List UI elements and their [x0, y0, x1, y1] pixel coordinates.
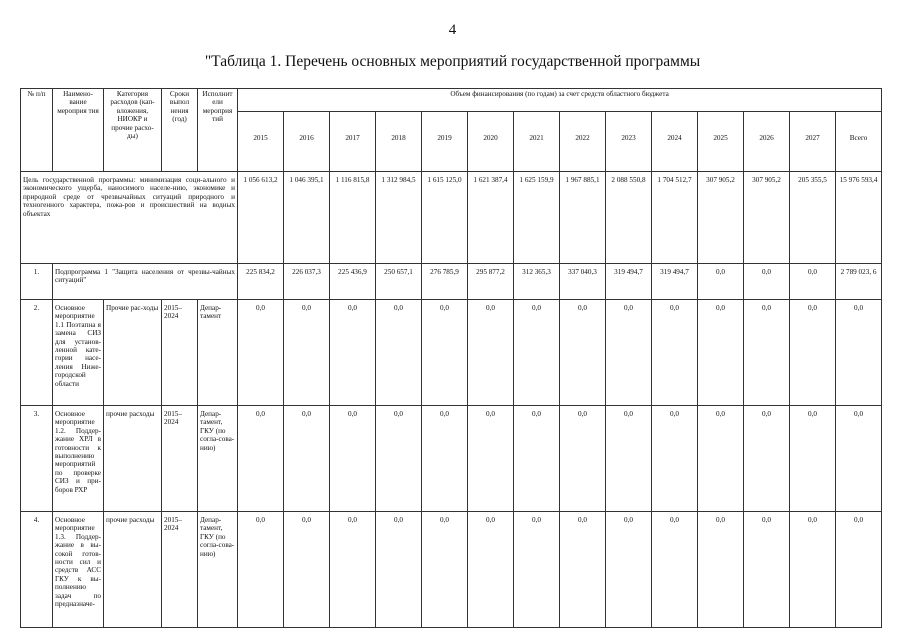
funding-value: 0,0: [790, 264, 836, 300]
funding-value: 0,0: [836, 300, 882, 406]
funding-value: 225 436,9: [330, 264, 376, 300]
executor: Депар-тамент, ГКУ (по согла-сова-нию): [198, 512, 238, 628]
funding-value: 0,0: [744, 512, 790, 628]
expense-category: прочие расходы: [104, 512, 162, 628]
funding-value: 0,0: [330, 512, 376, 628]
header-year: 2025: [698, 112, 744, 172]
goal-value: 1 615 125,0: [422, 172, 468, 264]
executor: Депар-тамент, ГКУ (по согла-сова-нию): [198, 406, 238, 512]
goal-text: Цель государственной программы: минимизация соци-ального и экономического ущерба, наносимого населе-нию, экономике и природной среде от чрезвычайных ситуаций природного и техногенного характера, пожа-ров и происшествий на водных объектах: [21, 172, 238, 264]
goal-value: 1 116 815,8: [330, 172, 376, 264]
funding-value: 0,0: [238, 512, 284, 628]
goal-value: 1 046 395,1: [284, 172, 330, 264]
row-number: 2.: [21, 300, 53, 406]
funding-value: 0,0: [606, 512, 652, 628]
funding-value: 0,0: [422, 406, 468, 512]
funding-value: 0,0: [744, 300, 790, 406]
row-number: 3.: [21, 406, 53, 512]
funding-value: 0,0: [560, 512, 606, 628]
funding-value: 0,0: [468, 300, 514, 406]
funding-value: 0,0: [514, 406, 560, 512]
funding-value: 0,0: [284, 512, 330, 628]
program-measures-table: [20, 88, 882, 628]
funding-value: 319 494,7: [606, 264, 652, 300]
goal-value: 1 704 512,7: [652, 172, 698, 264]
header-year: 2023: [606, 112, 652, 172]
funding-value: 226 037,3: [284, 264, 330, 300]
header-name: Наимено-вание мероприя тия: [53, 89, 104, 172]
goal-value: 1 621 387,4: [468, 172, 514, 264]
funding-value: 0,0: [284, 300, 330, 406]
goal-value: 307 905,2: [744, 172, 790, 264]
funding-value: 0,0: [606, 300, 652, 406]
header-category: Категория расходов (кап-вложения, НИОКР и прочие расхо-ды): [104, 89, 162, 172]
funding-value: 0,0: [468, 406, 514, 512]
funding-value: 0,0: [698, 264, 744, 300]
measure-name: Основное мероприятие 1.3. Поддер-жание в вы-сокой готов-ности сил и средств АСС ГКУ к вы-полнению задач по предназначе-: [53, 512, 104, 628]
execution-term: 2015–2024: [162, 300, 198, 406]
funding-value: 0,0: [744, 264, 790, 300]
goal-value: 15 976 593,4: [836, 172, 882, 264]
funding-value: 2 789 023, 6: [836, 264, 882, 300]
header-year: 2021: [514, 112, 560, 172]
funding-value: 0,0: [376, 406, 422, 512]
measure-name: Основное мероприятие 1.2. Поддер-жание ХРЛ в готовности к выполнению мероприятий по проверке СИЗ и при-боров РХР: [53, 406, 104, 512]
funding-value: 0,0: [422, 512, 468, 628]
funding-value: 0,0: [330, 406, 376, 512]
header-year: 2015: [238, 112, 284, 172]
page-number: 4: [448, 22, 457, 38]
funding-value: 319 494,7: [652, 264, 698, 300]
funding-value: 0,0: [560, 300, 606, 406]
funding-value: 295 877,2: [468, 264, 514, 300]
funding-value: 0,0: [376, 300, 422, 406]
header-funding-group: Объем финансирования (по годам) за счет средств областного бюджета: [238, 89, 882, 112]
funding-value: 0,0: [606, 406, 652, 512]
expense-category: прочие расходы: [104, 406, 162, 512]
funding-value: 0,0: [698, 300, 744, 406]
execution-term: 2015–2024: [162, 406, 198, 512]
goal-row: [21, 172, 882, 264]
funding-value: 0,0: [698, 406, 744, 512]
funding-value: 0,0: [238, 406, 284, 512]
funding-value: 0,0: [422, 300, 468, 406]
execution-term: 2015–2024: [162, 512, 198, 628]
header-year: 2017: [330, 112, 376, 172]
funding-value: 0,0: [652, 300, 698, 406]
goal-value: 1 625 159,9: [514, 172, 560, 264]
header-year: 2022: [560, 112, 606, 172]
header-num: № п/п: [21, 89, 53, 172]
header-executors: Исполнит ели мероприя тий: [198, 89, 238, 172]
header-term: Сроки выпол нения (год): [162, 89, 198, 172]
header-year: 2016: [284, 112, 330, 172]
expense-category: Прочие рас-ходы: [104, 300, 162, 406]
funding-value: 312 365,3: [514, 264, 560, 300]
table-row: [21, 512, 882, 628]
funding-value: 250 657,1: [376, 264, 422, 300]
funding-value: 0,0: [376, 512, 422, 628]
header-year: 2020: [468, 112, 514, 172]
funding-value: 0,0: [744, 406, 790, 512]
goal-value: 1 056 613,2: [238, 172, 284, 264]
measure-name: Основное мероприятие 1.1 Поэтапна я замена СИЗ для установ-ленной кате-гории насе-ления Ниже-городской области: [53, 300, 104, 406]
goal-value: 2 088 550,8: [606, 172, 652, 264]
table-title: "Таблица 1. Перечень основных мероприятий государственной программы: [204, 53, 701, 70]
funding-value: 0,0: [836, 406, 882, 512]
row-number: 4.: [21, 512, 53, 628]
funding-value: 0,0: [836, 512, 882, 628]
subprogram-title: Подпрограмма 1 "Защита населения от чрезвы-чайных ситуаций": [53, 264, 238, 300]
row-number: 1.: [21, 264, 53, 300]
funding-value: 0,0: [698, 512, 744, 628]
funding-value: 0,0: [284, 406, 330, 512]
funding-value: 0,0: [790, 512, 836, 628]
funding-value: 337 040,3: [560, 264, 606, 300]
funding-value: 0,0: [790, 406, 836, 512]
header-year: 2026: [744, 112, 790, 172]
executor: Депар-тамент: [198, 300, 238, 406]
table-row: [21, 406, 882, 512]
funding-value: 0,0: [652, 406, 698, 512]
header-year: 2027: [790, 112, 836, 172]
goal-value: 205 355,5: [790, 172, 836, 264]
table-row: [21, 300, 882, 406]
funding-value: 0,0: [514, 512, 560, 628]
funding-value: 276 785,9: [422, 264, 468, 300]
goal-value: 1 312 984,5: [376, 172, 422, 264]
header-year: Всего: [836, 112, 882, 172]
funding-value: 0,0: [238, 300, 284, 406]
funding-value: 0,0: [652, 512, 698, 628]
header-year: 2024: [652, 112, 698, 172]
funding-value: 0,0: [790, 300, 836, 406]
funding-value: 225 834,2: [238, 264, 284, 300]
funding-value: 0,0: [330, 300, 376, 406]
goal-value: 1 967 885,1: [560, 172, 606, 264]
funding-value: 0,0: [468, 512, 514, 628]
table-row: [21, 264, 882, 300]
funding-value: 0,0: [560, 406, 606, 512]
header-year: 2019: [422, 112, 468, 172]
goal-value: 307 905,2: [698, 172, 744, 264]
header-year: 2018: [376, 112, 422, 172]
funding-value: 0,0: [514, 300, 560, 406]
